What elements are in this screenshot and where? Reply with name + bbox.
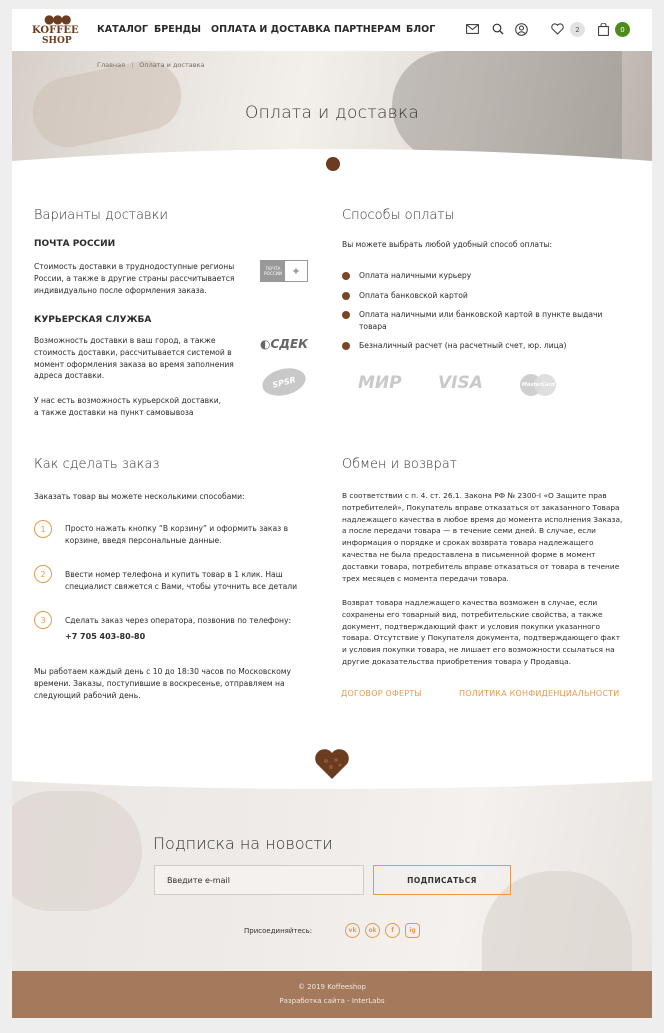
text-line: а после передачи товара — в течение семи дней. В случае, если <box>342 526 596 536</box>
step-text <box>65 523 325 547</box>
email-input[interactable]: Введите e-mail <box>154 865 364 895</box>
visa-logo: VISA <box>438 373 483 393</box>
text-line: сохранены его товарный вид, потребительские свойства, а также <box>342 609 603 619</box>
logo[interactable] <box>32 12 80 50</box>
bag-icon[interactable] <box>595 21 611 37</box>
text-line: корзине, введя персональные данные. <box>65 535 222 545</box>
post-russia-text <box>34 261 259 296</box>
text-line: времени. Заказы, поступившие в воскресенье, отправляем на <box>34 678 285 688</box>
breadcrumb-separator: | <box>131 61 134 69</box>
order-intro: Заказать товар вы можете несколькими способами: <box>34 492 245 501</box>
subscribe-button[interactable]: ПОДПИСАТЬСЯ <box>373 865 511 895</box>
footer <box>12 971 652 1018</box>
text-line: трех месяцев с момента передачи товара. <box>342 573 509 583</box>
nav-catalog[interactable]: КАТАЛОГ <box>97 24 148 35</box>
bullet-icon <box>342 272 350 280</box>
page-title: Оплата и доставка <box>244 103 420 123</box>
cdek-logo-text: СДЕК <box>270 337 308 351</box>
text-line: Ввести номер телефона и купить товар в 1 клик. Наш <box>65 570 283 579</box>
text-line: стоимость доставки, рассчитывается системой в <box>34 347 232 357</box>
bullet-icon <box>342 311 350 319</box>
coffee-heart-icon <box>314 747 350 781</box>
post-russia-title: ПОЧТА РОССИИ <box>34 239 116 249</box>
search-icon[interactable] <box>490 21 506 37</box>
working-hours-text <box>34 666 324 701</box>
logo-text-bottom: SHOP <box>42 36 72 46</box>
site-header <box>12 9 652 51</box>
text-line: момент оформления заказа во время заполнения <box>34 359 234 369</box>
nav-blog[interactable]: БЛОГ <box>406 24 436 35</box>
step-number: 1 <box>34 520 52 538</box>
developer-credit[interactable]: Разработка сайта - InterLabs <box>279 997 385 1005</box>
eagle-icon: ✦ <box>291 264 301 278</box>
courier-text-2 <box>34 395 264 419</box>
subscribe-title: Подписка на новости <box>153 834 333 853</box>
text-line: потребителей», Покупатель вправе отказаться от заказанного Товара <box>342 502 620 512</box>
bullet-icon <box>342 292 350 300</box>
text-line: качества не была предоставлена в письменной форме в момент <box>342 549 596 559</box>
text-line: адреса доставки. <box>34 371 105 381</box>
mail-icon[interactable] <box>464 21 480 37</box>
text-line: Просто нажать кнопку “В корзину” и оформить заказ в <box>65 524 289 533</box>
text-line: информация о порядке и сроках возврата товара надлежащего <box>342 538 594 548</box>
spsr-logo <box>260 364 309 400</box>
mastercard-logo <box>520 374 558 396</box>
instagram-icon[interactable]: ig <box>405 923 420 938</box>
page <box>12 9 652 1018</box>
offer-agreement-link[interactable]: ДОГОВОР ОФЕРТЫ <box>341 689 422 698</box>
text-line: индивидуально после оформления заказа. <box>34 285 207 295</box>
cart-count-badge: 0 <box>615 22 630 37</box>
text-line: а также доставки на пункт самовывоза <box>34 407 194 417</box>
post-russia-logo <box>260 260 308 282</box>
coffee-beans-icon: ●●● <box>44 12 70 26</box>
step-text: Сделать заказ через оператора, позвонив по телефону: <box>65 616 292 625</box>
step-number: 3 <box>34 611 52 629</box>
payment-intro: Вы можете выбрать любой удобный способ оплаты: <box>342 240 553 249</box>
phone-link[interactable]: +7 705 403-80-80 <box>65 632 146 641</box>
heart-icon[interactable] <box>549 21 565 37</box>
copyright: © 2019 Koffeeshop <box>297 983 367 991</box>
payment-title: Способы оплаты <box>342 208 455 223</box>
bullet-icon <box>342 342 350 350</box>
text-line: Оплата наличными или банковской картой в пункте выдачи <box>359 310 603 319</box>
courier-text <box>34 335 264 382</box>
logo-text-top: KOFFEE <box>32 25 79 36</box>
cdek-logo: ◐СДЕК <box>260 337 308 351</box>
text-line: У нас есть возможность курьерской доставки, <box>34 396 222 405</box>
payment-item: Оплата банковской картой <box>359 291 468 300</box>
post-russia-logo-text: ПОЧТА РОССИИ <box>261 261 285 281</box>
text-line: России, а также в другие страны рассчитывается <box>34 273 235 283</box>
user-icon[interactable] <box>513 21 529 37</box>
text-line: товара. Отсутствие у Покупателя документа, подтверждающего факт <box>342 633 621 643</box>
coffee-bean-icon <box>326 157 340 171</box>
vk-icon[interactable]: vk <box>345 923 360 938</box>
subscribe-section <box>12 771 652 971</box>
payment-item: Безналичный расчет (на расчетный счет, юр. лица) <box>359 341 567 350</box>
join-label: Присоединяйтесь: <box>244 927 313 935</box>
breadcrumb <box>97 61 204 69</box>
text-line: В соответствии с п. 4. ст. 26.1. Закона РФ № 2300-I «О Защите прав <box>342 491 607 500</box>
returns-text-1 <box>342 490 642 584</box>
nav-partners[interactable]: ПАРТНЕРАМ <box>334 24 401 35</box>
text-line: Возврат товара надлежащего качества возможен в случае, если <box>342 598 598 607</box>
delivery-title: Варианты доставки <box>34 208 168 223</box>
payment-item <box>359 309 644 333</box>
breadcrumb-current: Оплата и доставка <box>139 61 205 69</box>
breadcrumb-home[interactable]: Главная <box>97 61 126 69</box>
text-line: Возможность доставки в ваш город, а также <box>34 336 216 345</box>
text-line: товара <box>359 321 387 331</box>
text-line: и условия покупки товара, не лишает его возможности ссылаться на <box>342 645 615 655</box>
step-number: 2 <box>34 565 52 583</box>
returns-title: Обмен и возврат <box>342 457 457 472</box>
text-line: специалист свяжется с Вами, чтобы уточнить все детали <box>65 581 298 591</box>
text-line: документ, подтверждающий факт и условия покупки указанного <box>342 621 601 631</box>
text-line: доставки товара, потребитель вправе отказаться от товара в течение <box>342 561 620 571</box>
text-line: надлежащего качества в любое время до момента исполнения Заказа, <box>342 514 623 524</box>
returns-text-2 <box>342 597 642 668</box>
facebook-icon[interactable]: f <box>385 923 400 938</box>
favorites-count-badge: 2 <box>570 22 585 37</box>
text-line: Стоимость доставки в труднодоступные регионы <box>34 262 235 271</box>
nav-payment-delivery[interactable]: ОПЛАТА И ДОСТАВКА <box>211 24 331 35</box>
mir-logo: МИР <box>358 373 402 393</box>
text-line: другие доказательства приобретения товара у Продавца. <box>342 656 571 666</box>
subscribe-bg-shape <box>12 791 142 911</box>
order-title: Как сделать заказ <box>34 457 160 472</box>
mastercard-logo-text: MasterCard <box>522 382 555 388</box>
text-line: следующий рабочий день. <box>34 690 141 700</box>
text-line: Мы работаем каждый день с 10 до 18:30 часов по Московскому <box>34 667 291 676</box>
courier-title: КУРЬЕРСКАЯ СЛУЖБА <box>34 315 152 325</box>
payment-item: Оплата наличными курьеру <box>359 271 472 280</box>
privacy-policy-link[interactable]: ПОЛИТИКА КОНФИДЕНЦИАЛЬНОСТИ <box>459 689 620 698</box>
step-text <box>65 569 325 593</box>
nav-brands[interactable]: БРЕНДЫ <box>154 24 201 35</box>
spsr-logo-text: SPSR <box>271 374 297 390</box>
odnoklassniki-icon[interactable]: ok <box>365 923 380 938</box>
